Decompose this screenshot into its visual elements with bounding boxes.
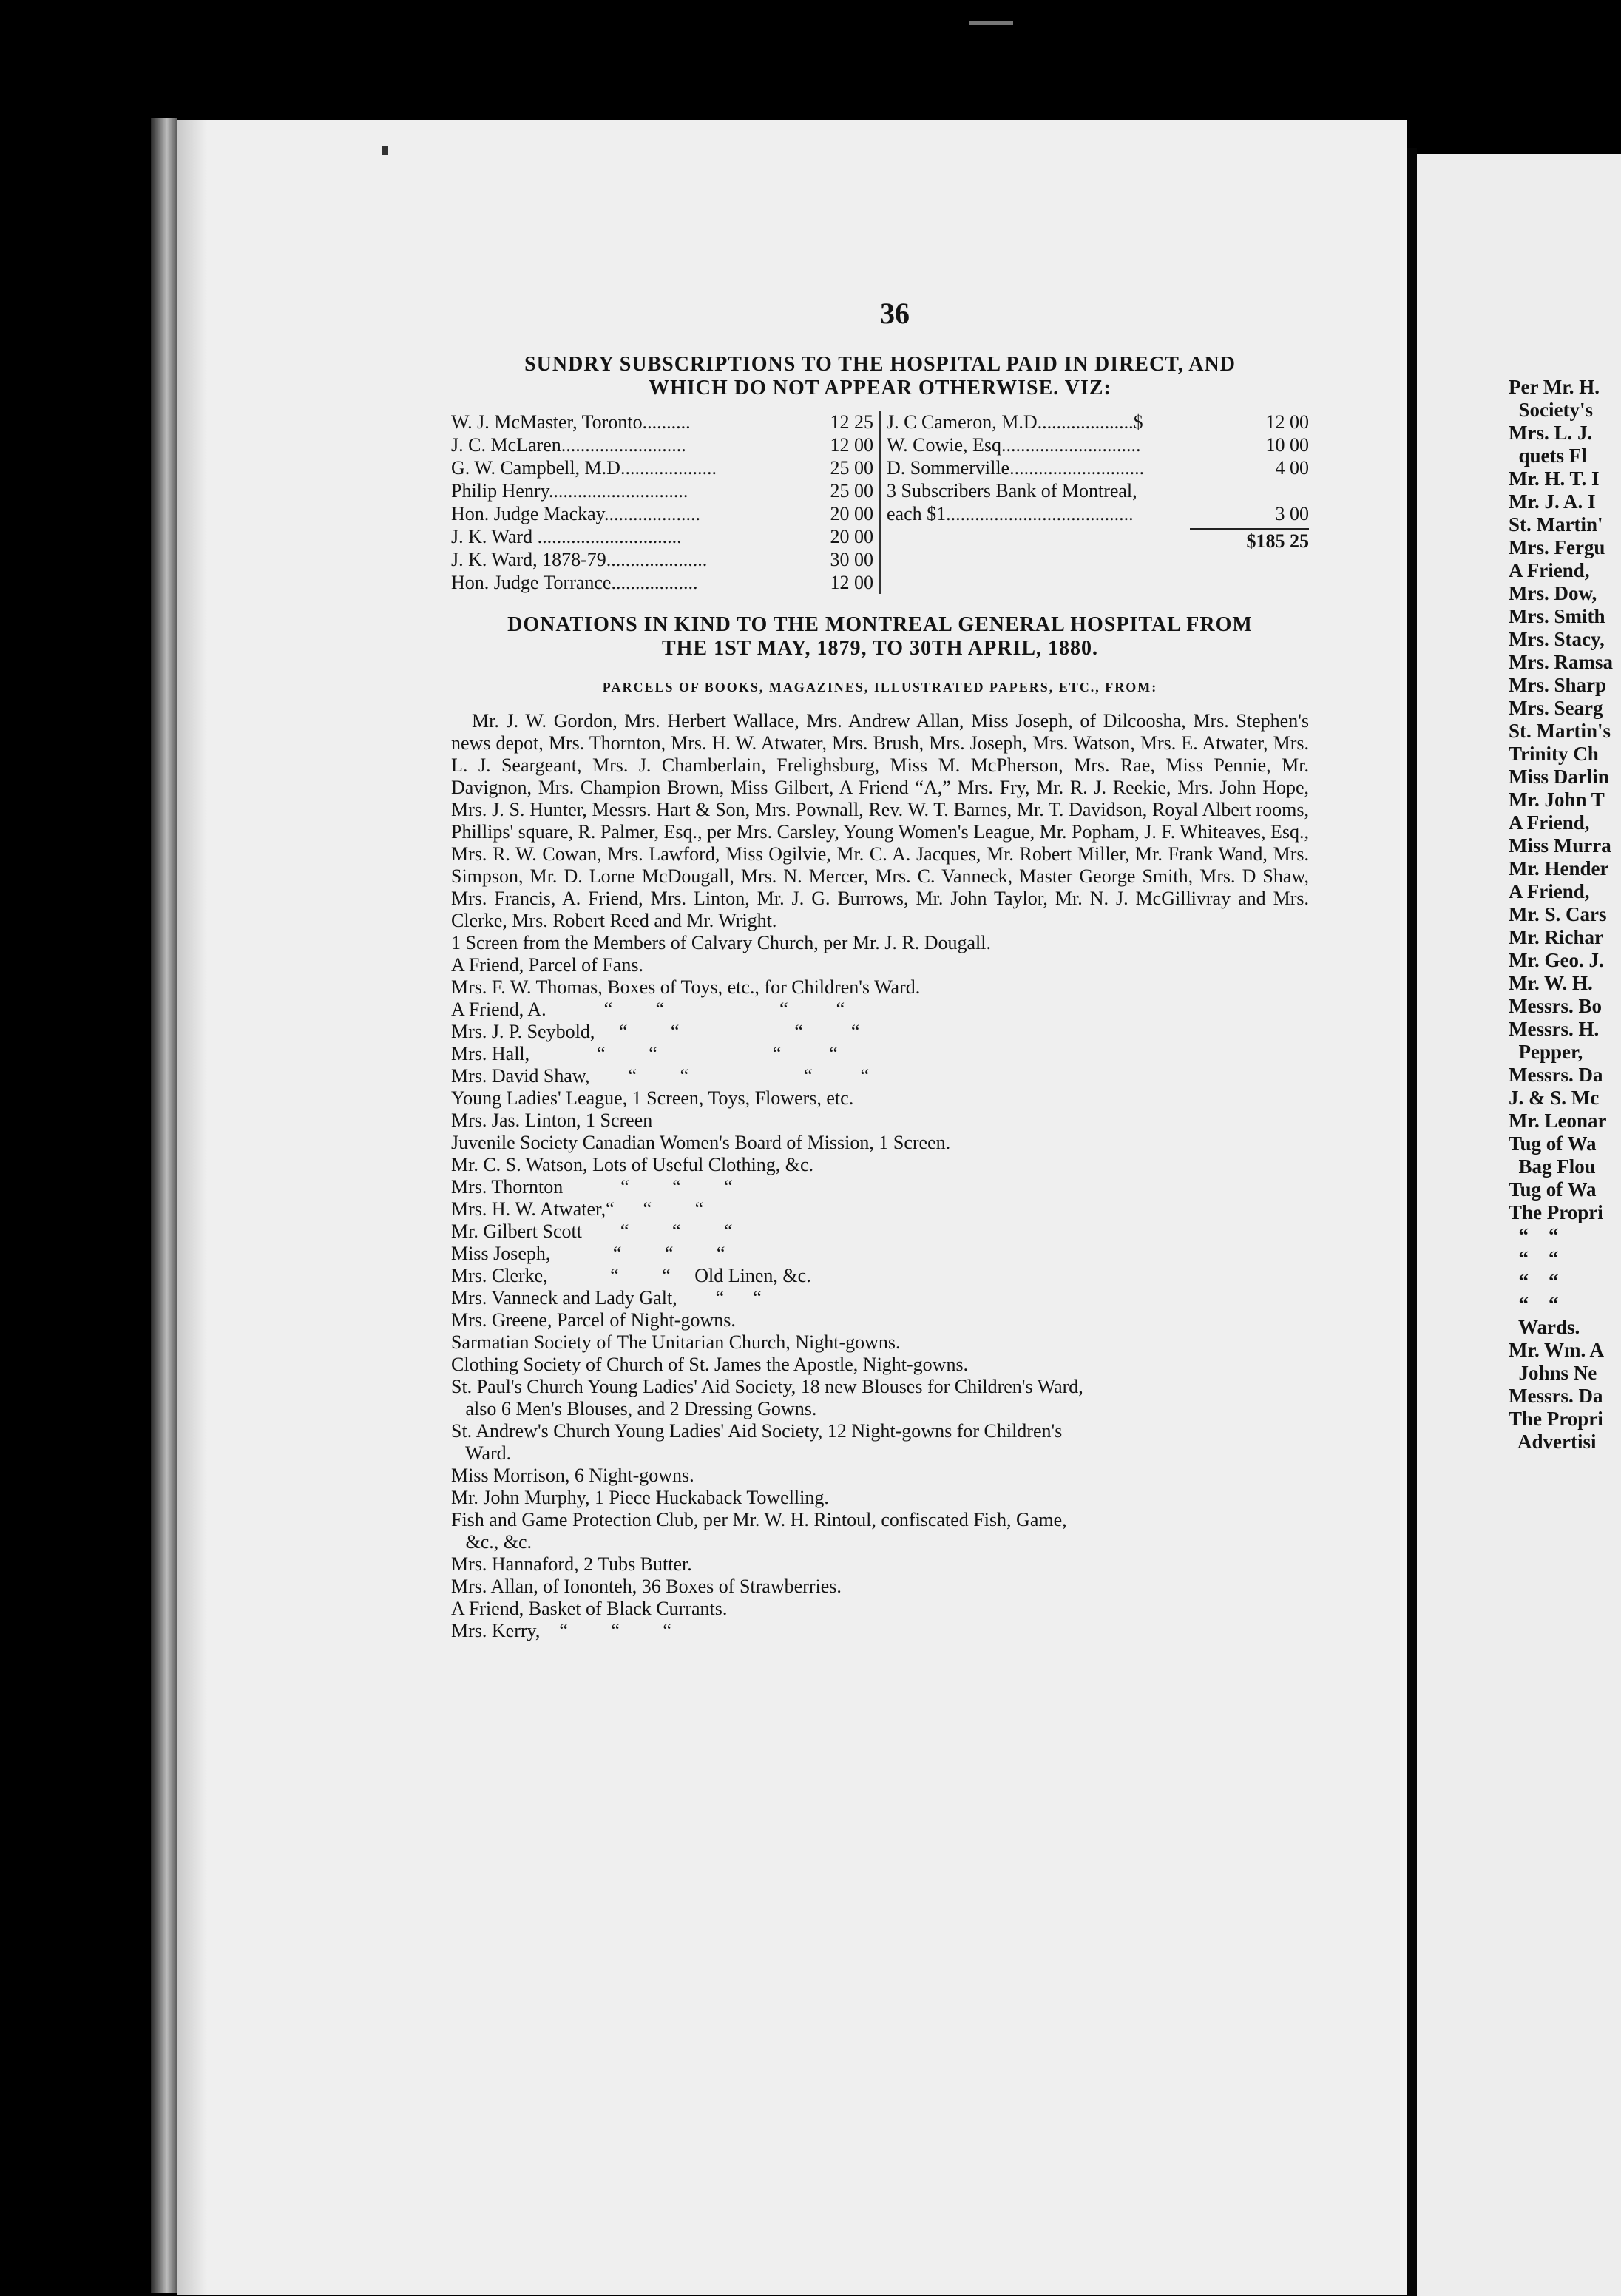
subscription-row bbox=[451, 433, 873, 456]
right-page-line: Mr. J. A. I bbox=[1509, 490, 1596, 513]
donation-line: St. Paul's Church Young Ladies' Aid Society, 18 new Blouses for Children's Ward, bbox=[451, 1376, 1083, 1397]
subscriber-name: Philip Henry............................. bbox=[451, 480, 688, 502]
right-page-line: Mrs. L. J. bbox=[1509, 422, 1593, 444]
donation-line: A Friend, Basket of Black Currants. bbox=[451, 1598, 728, 1619]
right-page-line: Society's bbox=[1509, 399, 1593, 421]
subscription-row bbox=[451, 456, 873, 479]
donation-line: Miss Joseph, “ “ “ bbox=[451, 1243, 725, 1264]
donation-line: Mrs. J. P. Seybold, “ “ “ “ bbox=[451, 1021, 860, 1042]
right-page-line: “ “ bbox=[1509, 1270, 1559, 1292]
donation-line: Sarmatian Society of The Unitarian Church, Night-gowns. bbox=[451, 1331, 901, 1353]
subscription-amount: 10 00 bbox=[1265, 434, 1309, 456]
right-page-text bbox=[1509, 376, 1613, 1453]
right-page-line: quets Fl bbox=[1509, 445, 1587, 467]
subscriber-name: W. Cowie, Esq............................. bbox=[887, 434, 1141, 456]
right-page-line: J. & S. Mc bbox=[1509, 1087, 1600, 1109]
donation-lines bbox=[451, 932, 1309, 1642]
donation-line: Mrs. David Shaw, “ “ “ “ bbox=[451, 1065, 870, 1087]
right-page-line: Advertisi bbox=[1509, 1431, 1597, 1453]
right-page-line: Mr. John T bbox=[1509, 789, 1605, 811]
right-page-line: Mr. W. H. bbox=[1509, 972, 1593, 994]
right-page-line: Messrs. Da bbox=[1509, 1064, 1603, 1086]
donation-line: St. Andrew's Church Young Ladies' Aid Society, 12 Night-gowns for Children's bbox=[451, 1420, 1063, 1442]
right-page-line: A Friend, bbox=[1509, 811, 1590, 834]
subscriber-name: Hon. Judge Torrance.................. bbox=[451, 572, 698, 593]
sundry-heading-line1: SUNDRY SUBSCRIPTIONS TO THE HOSPITAL PAID IN DIRECT, AND bbox=[524, 353, 1236, 376]
subscription-row bbox=[887, 502, 1309, 525]
right-page-line: The Propri bbox=[1509, 1408, 1603, 1430]
right-page-line: “ “ bbox=[1509, 1293, 1559, 1315]
right-page-line: Mrs. Dow, bbox=[1509, 582, 1597, 604]
donation-line: A Friend, A. “ “ “ “ bbox=[451, 999, 845, 1020]
right-page-line: Miss Darlin bbox=[1509, 766, 1609, 788]
donations-heading bbox=[451, 613, 1309, 661]
right-page bbox=[1417, 154, 1621, 2296]
right-page-line: Messrs. Da bbox=[1509, 1385, 1603, 1407]
subscriber-name: each $1....................................... bbox=[887, 503, 1134, 524]
subscription-amount: 30 00 bbox=[830, 549, 873, 570]
right-page-line: A Friend, bbox=[1509, 880, 1590, 902]
donors-paragraph: Mr. J. W. Gordon, Mrs. Herbert Wallace, Mrs. Andrew Allan, Miss Joseph, of Dilcoosha, Mrs. Stephen's news depot, Mrs. Thornton, Mrs. H. W. Atwater, Mrs. Brush, Mrs. Joseph, Mrs. Watson, Mrs. E. Atwater, Mrs. L. J. Seargeant, Mrs. J. Chamberlain, Frelighsburg, Miss M. McPherson, Mrs. Rae, Miss Pennie, Mr. Davignon, Mrs. Champion Brown, Miss Gilbert, A Friend “A,” Mrs. Fry, Mr. R. J. Reekie, Mrs. John Hope, Mrs. J. S. Hunter, Messrs. Hart & Son, Mrs. Pownall, Rev. W. T. Barnes, Mr. T. Davidson, Royal Albert rooms, Phillips' square, R. Palmer, Esq., per Mrs. Carsley, Young Women's League, Mr. Popham, J. F. Whiteaves, Esq., Mrs. R. W. Cowan, Mrs. Lawford, Miss Ogilvie, Mr. C. A. Jacques, Mr. Robert Miller, Mr. Frank Wand, Mrs. Simpson, Mr. D. Lorne McDougall, Mrs. N. Mercer, Mrs. C. Vanneck, Master George Smith, Mrs. D Shaw, Mrs. Francis, A. Friend, Mrs. Linton, Mr. J. G. Burrows, Mr. John Taylor, Mr. N. J. McGillivray and Mrs. Clerke, Mrs. Robert Reed and Mr. Wright. bbox=[451, 710, 1309, 931]
page-number: 36 bbox=[880, 297, 910, 330]
subscriptions-left-column bbox=[451, 411, 881, 594]
donation-line: 1 Screen from the Members of Calvary Church, per Mr. J. R. Dougall. bbox=[451, 932, 992, 953]
subscription-amount bbox=[1235, 479, 1309, 502]
subscription-row bbox=[887, 456, 1309, 479]
donation-line: Mrs. H. W. Atwater,“ “ “ bbox=[451, 1198, 704, 1220]
donation-line: Mrs. Allan, of Iononteh, 36 Boxes of Strawberries. bbox=[451, 1576, 842, 1597]
right-page-line: Mr. Leonar bbox=[1509, 1110, 1607, 1132]
subscription-row bbox=[451, 411, 873, 433]
subscription-row bbox=[887, 411, 1309, 433]
subscription-row bbox=[451, 571, 873, 594]
right-page-line: Mrs. Stacy, bbox=[1509, 628, 1605, 650]
donation-line: Mr. John Murphy, 1 Piece Huckaback Towelling. bbox=[451, 1487, 829, 1508]
right-page-line: Messrs. Bo bbox=[1509, 995, 1602, 1017]
right-page-line: Wards. bbox=[1509, 1316, 1580, 1338]
donation-line: Mr. Gilbert Scott “ “ “ bbox=[451, 1220, 733, 1242]
donation-line: Mrs. Clerke, “ “ Old Linen, &c. bbox=[451, 1265, 811, 1286]
right-page-line: Pepper, bbox=[1509, 1041, 1583, 1063]
right-page-line: Mr. Richar bbox=[1509, 926, 1603, 948]
right-page-line: Mr. Hender bbox=[1509, 857, 1609, 879]
subscriptions-table bbox=[451, 411, 1309, 594]
book-spine bbox=[151, 118, 177, 2293]
donations-heading-line1: DONATIONS IN KIND TO THE MONTREAL GENERAL HOSPITAL FROM bbox=[507, 613, 1253, 636]
right-page-line: Trinity Ch bbox=[1509, 743, 1599, 765]
subscription-amount: 12 00 bbox=[830, 572, 873, 593]
subscriber-name: Hon. Judge Mackay.................... bbox=[451, 503, 700, 524]
donation-line: Mrs. Hall, “ “ “ “ bbox=[451, 1043, 838, 1064]
donation-line: Mrs. Jas. Linton, 1 Screen bbox=[451, 1110, 653, 1131]
subscription-row bbox=[451, 525, 873, 548]
donation-line: also 6 Men's Blouses, and 2 Dressing Gowns. bbox=[451, 1398, 817, 1419]
right-page-line: Miss Murra bbox=[1509, 834, 1611, 857]
donation-line: Mrs. Kerry, “ “ “ bbox=[451, 1620, 671, 1641]
subscription-amount: 12 00 bbox=[830, 434, 873, 456]
donations-subheading: PARCELS OF BOOKS, MAGAZINES, ILLUSTRATED PAPERS, ETC., FROM: bbox=[602, 680, 1158, 695]
donation-line: Clothing Society of Church of St. James the Apostle, Night-gowns. bbox=[451, 1354, 969, 1375]
right-page-line: Johns Ne bbox=[1509, 1362, 1597, 1384]
right-page-line: Mrs. Fergu bbox=[1509, 536, 1605, 558]
donation-line: Mrs. Thornton “ “ “ bbox=[451, 1176, 733, 1198]
donation-line: Mrs. Hannaford, 2 Tubs Butter. bbox=[451, 1553, 692, 1575]
subscriber-name: W. J. McMaster, Toronto.......... bbox=[451, 411, 691, 433]
subscription-row bbox=[887, 433, 1309, 456]
donation-line: Fish and Game Protection Club, per Mr. W. H. Rintoul, confiscated Fish, Game, bbox=[451, 1509, 1067, 1530]
right-page-line: “ “ bbox=[1509, 1247, 1559, 1269]
donation-line: Miss Morrison, 6 Night-gowns. bbox=[451, 1465, 694, 1486]
subscriber-name: 3 Subscribers Bank of Montreal, bbox=[887, 480, 1137, 502]
donation-line: Juvenile Society Canadian Women's Board of Mission, 1 Screen. bbox=[451, 1132, 951, 1153]
subscription-amount: 3 00 bbox=[1275, 503, 1309, 524]
subscriber-name: J. C Cameron, M.D....................$ bbox=[887, 411, 1143, 433]
subscription-row bbox=[451, 479, 873, 502]
right-page-line: Mrs. Searg bbox=[1509, 697, 1603, 719]
right-page-line: Per Mr. H. bbox=[1509, 376, 1600, 398]
subscription-row bbox=[887, 479, 1309, 502]
donations-heading-line2: THE 1ST MAY, 1879, TO 30TH APRIL, 1880. bbox=[661, 637, 1099, 660]
right-page-line: Messrs. H. bbox=[1509, 1018, 1600, 1040]
subscriptions-total: $185 25 bbox=[1190, 528, 1309, 553]
right-page-line: Bag Flou bbox=[1509, 1155, 1596, 1178]
subscription-amount: 25 00 bbox=[830, 480, 873, 502]
subscription-amount: 12 25 bbox=[830, 411, 873, 433]
sundry-heading bbox=[451, 353, 1309, 400]
right-page-line: Mrs. Ramsa bbox=[1509, 651, 1613, 673]
right-page-line: Mr. Geo. J. bbox=[1509, 949, 1604, 971]
subscriber-name: J. K. Ward .............................. bbox=[451, 526, 682, 547]
right-page-line: “ “ bbox=[1509, 1224, 1559, 1246]
right-page-line: St. Martin' bbox=[1509, 513, 1603, 536]
donation-line: Mrs. Vanneck and Lady Galt, “ “ bbox=[451, 1287, 762, 1309]
right-page-line: Mr. S. Cars bbox=[1509, 903, 1607, 925]
subscription-amount: 20 00 bbox=[830, 503, 873, 524]
donation-line: &c., &c. bbox=[451, 1531, 532, 1553]
right-page-line: Tug of Wa bbox=[1509, 1178, 1597, 1201]
right-page-line: Mr. H. T. I bbox=[1509, 467, 1600, 490]
subscription-amount: 4 00 bbox=[1275, 457, 1309, 479]
donation-line: Mrs. F. W. Thomas, Boxes of Toys, etc., for Children's Ward. bbox=[451, 976, 921, 998]
print-speck bbox=[382, 146, 388, 155]
donation-line: A Friend, Parcel of Fans. bbox=[451, 954, 643, 976]
subscriber-name: J. K. Ward, 1878-79..................... bbox=[451, 549, 708, 570]
left-page-content bbox=[451, 296, 1309, 1642]
subscriptions-right-column bbox=[881, 411, 1309, 594]
subscription-amount: 20 00 bbox=[830, 526, 873, 547]
donation-line: Mr. C. S. Watson, Lots of Useful Clothing, &c. bbox=[451, 1154, 813, 1175]
subscription-amount: 12 00 bbox=[1265, 411, 1309, 433]
right-page-line: Mrs. Smith bbox=[1509, 605, 1605, 627]
subscription-row bbox=[451, 502, 873, 525]
right-page-line: The Propri bbox=[1509, 1201, 1603, 1223]
subscriber-name: G. W. Campbell, M.D.................... bbox=[451, 457, 717, 479]
right-page-line: Mrs. Sharp bbox=[1509, 674, 1607, 696]
scan-mark bbox=[969, 21, 1013, 25]
sundry-heading-line2: WHICH DO NOT APPEAR OTHERWISE. VIZ: bbox=[649, 377, 1111, 399]
subscription-amount: 25 00 bbox=[830, 457, 873, 479]
right-page-line: A Friend, bbox=[1509, 559, 1590, 581]
page-gutter bbox=[1407, 148, 1417, 2296]
right-page-line: St. Martin's bbox=[1509, 720, 1611, 742]
donation-line: Young Ladies' League, 1 Screen, Toys, Flowers, etc. bbox=[451, 1087, 854, 1109]
right-page-line: Mr. Wm. A bbox=[1509, 1339, 1605, 1361]
donation-line: Ward. bbox=[451, 1442, 512, 1464]
right-page-line: Tug of Wa bbox=[1509, 1132, 1597, 1155]
subscriber-name: D. Sommerville............................ bbox=[887, 457, 1145, 479]
subscription-row bbox=[451, 548, 873, 571]
subscriber-name: J. C. McLaren.......................... bbox=[451, 434, 686, 456]
donation-line: Mrs. Greene, Parcel of Night-gowns. bbox=[451, 1309, 736, 1331]
